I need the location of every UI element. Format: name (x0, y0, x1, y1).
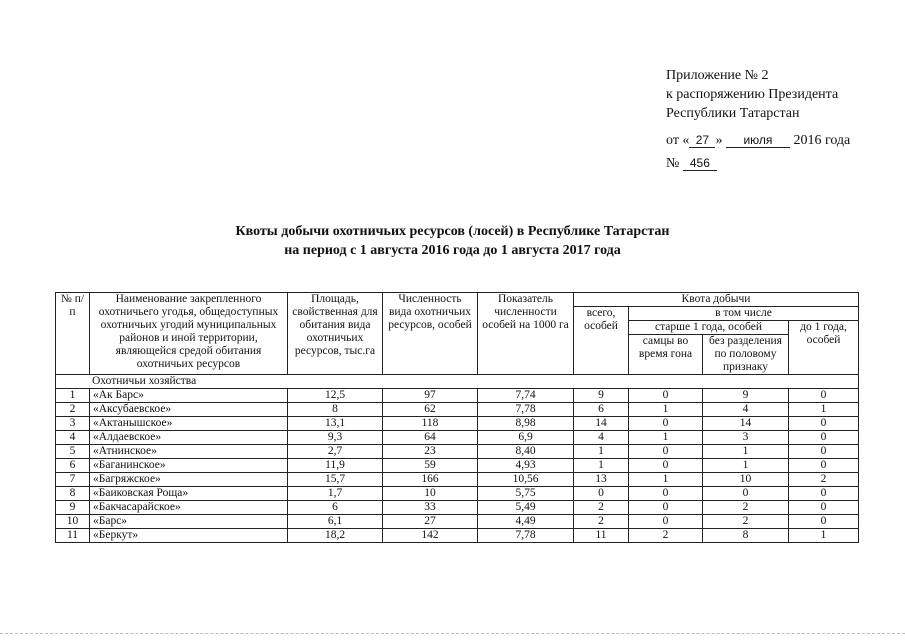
cell-count: 64 (383, 431, 478, 445)
cell-total: 2 (574, 515, 629, 529)
cell-males: 0 (629, 445, 703, 459)
table-row (56, 529, 859, 543)
cell-area: 1,7 (288, 487, 383, 501)
cell-count: 33 (383, 501, 478, 515)
cell-count: 23 (383, 445, 478, 459)
table-row (56, 459, 859, 473)
cell-no: 10 (56, 515, 90, 529)
cell-area: 13,1 (288, 417, 383, 431)
cell-count: 10 (383, 487, 478, 501)
appendix-date (666, 131, 850, 150)
cell-young: 1 (789, 529, 859, 543)
header-name: Наименование закрепленного охотничьего угодья, общедоступных охотничьих угодий муниципальных районов и иной территории, являющейся средой обитания охотничьих ресурсов (90, 293, 288, 375)
table-row (56, 445, 859, 459)
table-row (56, 473, 859, 487)
cell-area: 12,5 (288, 389, 383, 403)
header-no: № п/п (56, 293, 90, 375)
cell-area: 2,7 (288, 445, 383, 459)
number-prefix: № (666, 156, 680, 171)
date-mid: » (715, 133, 723, 148)
header-total: всего, особей (574, 307, 629, 375)
cell-density: 4,49 (478, 515, 574, 529)
cell-young: 0 (789, 487, 859, 501)
cell-no: 6 (56, 459, 90, 473)
cell-no: 7 (56, 473, 90, 487)
cell-nosex: 8 (703, 529, 789, 543)
cell-density: 7,78 (478, 529, 574, 543)
cell-total: 11 (574, 529, 629, 543)
cell-nosex: 2 (703, 501, 789, 515)
cell-area: 8 (288, 403, 383, 417)
cell-total: 1 (574, 445, 629, 459)
cell-density: 7,74 (478, 389, 574, 403)
cell-name: «Атнинское» (90, 445, 288, 459)
cell-nosex: 3 (703, 431, 789, 445)
cell-name: «Беркут» (90, 529, 288, 543)
section-row (56, 375, 859, 389)
header-area: Площадь, свойственная для обитания вида охотничьих ресурсов, тыс.га (288, 293, 383, 375)
cell-total: 4 (574, 431, 629, 445)
cell-nosex: 10 (703, 473, 789, 487)
cell-no: 2 (56, 403, 90, 417)
cell-name: «Барс» (90, 515, 288, 529)
cell-young: 0 (789, 445, 859, 459)
cell-total: 9 (574, 389, 629, 403)
cell-nosex: 0 (703, 487, 789, 501)
cell-area: 18,2 (288, 529, 383, 543)
header-older: старше 1 года, особей (629, 321, 789, 335)
cell-males: 2 (629, 529, 703, 543)
table-row (56, 515, 859, 529)
cell-total: 14 (574, 417, 629, 431)
cell-males: 1 (629, 403, 703, 417)
cell-no: 3 (56, 417, 90, 431)
cell-area: 6 (288, 501, 383, 515)
cell-name: «Багряжское» (90, 473, 288, 487)
table-row (56, 501, 859, 515)
cell-males: 0 (629, 417, 703, 431)
quota-table (55, 292, 859, 543)
cell-density: 6,9 (478, 431, 574, 445)
cell-nosex: 1 (703, 459, 789, 473)
cell-name: «Баганинское» (90, 459, 288, 473)
appendix-line-3: Республики Татарстан (666, 106, 800, 121)
cell-total: 0 (574, 487, 629, 501)
header-nosex: без разделения по половому признаку (703, 335, 789, 375)
cell-young: 0 (789, 431, 859, 445)
cell-count: 166 (383, 473, 478, 487)
date-year: 2016 года (793, 133, 851, 148)
cell-density: 8,40 (478, 445, 574, 459)
cell-area: 15,7 (288, 473, 383, 487)
cell-males: 0 (629, 515, 703, 529)
date-prefix: от « (666, 133, 690, 148)
cell-young: 0 (789, 459, 859, 473)
cell-count: 97 (383, 389, 478, 403)
cell-males: 1 (629, 473, 703, 487)
cell-no: 4 (56, 431, 90, 445)
cell-name: «Бакчасарайское» (90, 501, 288, 515)
cell-area: 11,9 (288, 459, 383, 473)
cell-nosex: 9 (703, 389, 789, 403)
cell-density: 8,98 (478, 417, 574, 431)
cell-name: «Актанышское» (90, 417, 288, 431)
table-row (56, 431, 859, 445)
header-density: Показатель численности особей на 1000 га (478, 293, 574, 375)
cell-males: 0 (629, 459, 703, 473)
cell-young: 0 (789, 515, 859, 529)
date-day: 27 (689, 133, 715, 148)
cell-density: 5,75 (478, 487, 574, 501)
cell-count: 62 (383, 403, 478, 417)
cell-no: 11 (56, 529, 90, 543)
cell-young: 0 (789, 389, 859, 403)
cell-name: «Баиковская Роща» (90, 487, 288, 501)
header-count: Численность вида охотничьих ресурсов, особей (383, 293, 478, 375)
cell-total: 6 (574, 403, 629, 417)
cell-nosex: 4 (703, 403, 789, 417)
cell-males: 0 (629, 389, 703, 403)
cell-young: 0 (789, 417, 859, 431)
cell-name: «Алдаевское» (90, 431, 288, 445)
title-line-2: на период с 1 августа 2016 года до 1 августа 2017 года (284, 243, 621, 258)
table-row (56, 389, 859, 403)
title-line-1: Квоты добычи охотничьих ресурсов (лосей) в Республике Татарстан (235, 224, 670, 239)
cell-no: 8 (56, 487, 90, 501)
date-month: июля (726, 133, 790, 148)
appendix-line-2: к распоряжению Президента (666, 87, 839, 102)
cell-density: 7,78 (478, 403, 574, 417)
appendix-block (666, 66, 850, 173)
cell-young: 1 (789, 403, 859, 417)
cell-no: 5 (56, 445, 90, 459)
header-males: самцы во время гона (629, 335, 703, 375)
cell-young: 0 (789, 501, 859, 515)
cell-males: 0 (629, 487, 703, 501)
header-incl: в том числе (629, 307, 859, 321)
cell-males: 0 (629, 501, 703, 515)
appendix-number (666, 154, 850, 173)
cell-nosex: 2 (703, 515, 789, 529)
cell-name: «Ак Барс» (90, 389, 288, 403)
document-title (0, 222, 905, 260)
table-body (56, 389, 859, 543)
cell-density: 4,93 (478, 459, 574, 473)
cell-count: 142 (383, 529, 478, 543)
cell-total: 1 (574, 459, 629, 473)
cell-count: 59 (383, 459, 478, 473)
table-row (56, 417, 859, 431)
cell-total: 2 (574, 501, 629, 515)
cell-no: 1 (56, 389, 90, 403)
cell-males: 1 (629, 431, 703, 445)
section-label: Охотничьи хозяйства (56, 375, 859, 389)
cell-young: 2 (789, 473, 859, 487)
table-row (56, 403, 859, 417)
cell-name: «Аксубаевское» (90, 403, 288, 417)
cell-no: 9 (56, 501, 90, 515)
table-row (56, 487, 859, 501)
cell-count: 118 (383, 417, 478, 431)
cell-nosex: 1 (703, 445, 789, 459)
cell-total: 13 (574, 473, 629, 487)
header-row-1 (56, 293, 859, 307)
cell-density: 5,49 (478, 501, 574, 515)
cell-area: 6,1 (288, 515, 383, 529)
header-quota: Квота добычи (574, 293, 859, 307)
cell-nosex: 14 (703, 417, 789, 431)
cell-count: 27 (383, 515, 478, 529)
page-edge-rule (0, 633, 905, 635)
header-young: до 1 года, особей (789, 321, 859, 375)
appendix-line-1: Приложение № 2 (666, 68, 769, 83)
cell-area: 9,3 (288, 431, 383, 445)
cell-density: 10,56 (478, 473, 574, 487)
document-number: 456 (683, 156, 717, 171)
